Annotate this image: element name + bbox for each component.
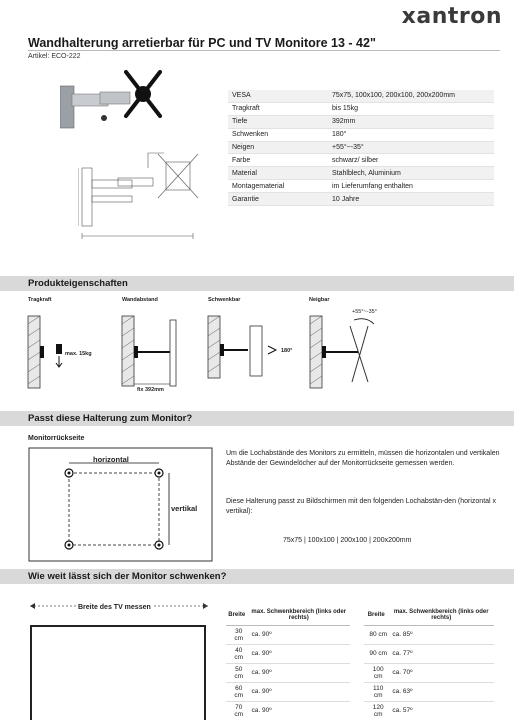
monitor-back-label: Monitorrückseite [28, 435, 85, 442]
table-row [226, 625, 350, 644]
brand-logo: xantron [401, 4, 502, 29]
table-row [226, 644, 350, 663]
spec-row [228, 154, 494, 167]
spec-key: Material [232, 169, 257, 177]
table-row [226, 663, 350, 682]
fit-description: Um die Lochabstände des Monitors zu ermitteln, müssen die horizontalen und vertikalen Abstände der Gewindelöcher auf der Monitorrückseite gemessen werden. [226, 450, 500, 467]
tilt-annotation: +55°~-35° [352, 309, 377, 315]
swivel-cell: ca. 90º [248, 663, 350, 682]
page-title: Wandhalterung arretierbar für PC und TV Monitore 13 - 42" [28, 36, 376, 50]
swivel-cell: ca. 90º [248, 682, 350, 701]
swivel-cell: ca. 90º [248, 644, 350, 663]
width-cell: 60 cm [226, 682, 248, 701]
width-cell: 110 cm [364, 682, 388, 701]
table-row [364, 663, 494, 682]
fit-heading: Passt diese Halterung zum Monitor? [0, 411, 514, 426]
spec-row [228, 193, 494, 206]
vertical-label: vertikal [171, 504, 198, 513]
tv-outline [30, 625, 206, 720]
table-row [226, 701, 350, 720]
distance-annotation: fix 392mm [137, 387, 164, 393]
feature-label-tilt: Neigbar [309, 297, 330, 303]
table-row [364, 682, 494, 701]
swivel-cell: ca. 70º [388, 663, 494, 682]
spec-key: Farbe [232, 156, 251, 164]
fit-description-2: Diese Halterung passt zu Bildschirmen mit den folgenden Lochabstän-den (horizontal x vertikal): [226, 498, 497, 515]
feature-label-distance: Wandabstand [122, 297, 158, 303]
features-heading: Produkteigenschaften [0, 276, 514, 291]
width-cell: 100 cm [364, 663, 388, 682]
table-row [226, 682, 350, 701]
column-header-width: Breite [364, 605, 388, 625]
swivel-table-left [226, 605, 350, 720]
swivel-heading: Wie weit lässt sich der Monitor schwenken? [0, 569, 514, 584]
article-number: Artikel: ECO-222 [28, 53, 81, 60]
table-row [364, 701, 494, 720]
table-row [364, 644, 494, 663]
swivel-cell: ca. 77º [388, 644, 494, 663]
swivel-table-right [364, 605, 494, 720]
swivel-cell: ca. 85º [388, 625, 494, 644]
tilt-pictogram [306, 312, 396, 390]
width-cell: 120 cm [364, 701, 388, 720]
product-photo [60, 64, 170, 144]
width-cell: 50 cm [226, 663, 248, 682]
spec-value: 75x75, 100x100, 200x100, 200x200mm [332, 92, 455, 100]
width-cell: 30 cm [226, 625, 248, 644]
column-header-swivel: max. Schwenkbereich (links oder rechts) [248, 605, 350, 625]
width-cell: 40 cm [226, 644, 248, 663]
width-cell: 80 cm [364, 625, 388, 644]
spec-key: Neigen [232, 144, 255, 151]
spec-value: +55°~-35° [332, 144, 364, 151]
spec-key: VESA [232, 92, 251, 100]
spec-value: schwarz/ silber [332, 156, 379, 164]
distance-pictogram [118, 312, 198, 390]
spec-key: Montagematerial [232, 182, 285, 190]
swivel-cell: ca. 63º [388, 682, 494, 701]
swivel-cell: ca. 57º [388, 701, 494, 720]
spec-value: bis 15kg [332, 105, 359, 113]
spec-value: 392mm [332, 118, 356, 126]
table-row [364, 625, 494, 644]
swivel-annotation: 180° [281, 348, 293, 354]
technical-drawing [78, 148, 213, 248]
spec-key: Tragkraft [232, 105, 260, 113]
width-cell: 70 cm [226, 701, 248, 720]
spec-value: 180° [332, 131, 347, 139]
spec-key: Garantie [232, 195, 259, 203]
spec-row [228, 116, 494, 129]
spec-table [228, 90, 494, 206]
spec-key: Tiefe [232, 118, 248, 126]
swivel-cell: ca. 90º [248, 701, 350, 720]
horizontal-label: horizontal [93, 455, 129, 464]
spec-value: Stahlblech, Aluminium [332, 169, 401, 177]
spec-row [228, 129, 494, 142]
load-annotation: max. 15kg [65, 351, 92, 357]
tv-width-label: Breite des TV messen [78, 604, 151, 611]
column-header-width: Breite [226, 605, 248, 625]
supported-sizes: 75x75 | 100x100 | 200x100 | 200x200mm [283, 537, 412, 544]
width-cell: 90 cm [364, 644, 388, 663]
spec-row [228, 142, 494, 155]
feature-label-swivel: Schwenkbar [208, 297, 241, 303]
spec-row [228, 167, 494, 180]
swivel-cell: ca. 90º [248, 625, 350, 644]
spec-row [228, 180, 494, 193]
title-divider [28, 50, 500, 51]
spec-row [228, 103, 494, 116]
spec-key: Schwenken [232, 131, 269, 139]
spec-value: 10 Jahre [332, 195, 360, 203]
column-header-swivel: max. Schwenkbereich (links oder rechts) [388, 605, 494, 625]
spec-row [228, 90, 494, 103]
spec-value: im Lieferumfang enthalten [332, 182, 413, 190]
feature-label-load: Tragkraft [28, 297, 52, 303]
